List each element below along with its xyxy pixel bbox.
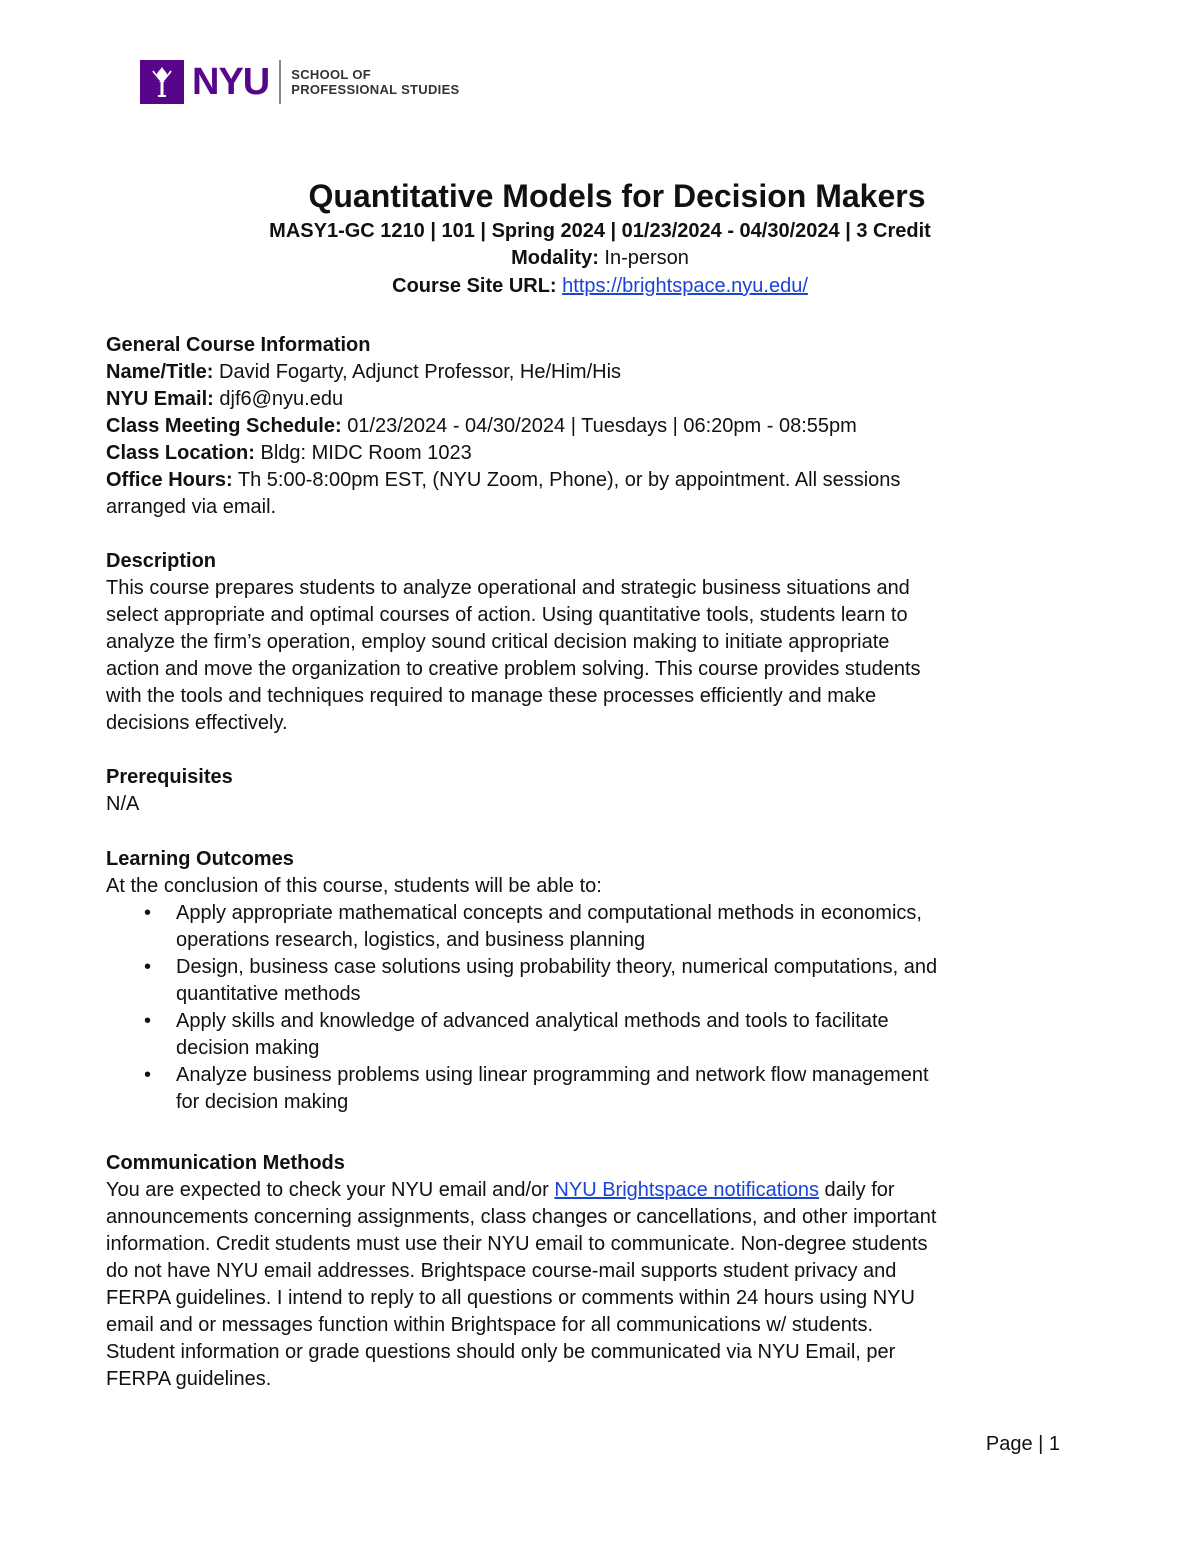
- learning-outcomes-heading: Learning Outcomes: [106, 848, 294, 870]
- office-hours-line: [106, 467, 1096, 494]
- communication-line: FERPA guidelines.: [106, 1368, 272, 1390]
- communication-line: [106, 1177, 1096, 1204]
- logo-school-name: [291, 67, 459, 97]
- location-value: Bldg: MIDC Room 1023: [260, 442, 472, 464]
- email-label: NYU Email:: [106, 388, 214, 410]
- description-line: with the tools and techniques required to manage these processes efficiently and make: [106, 685, 877, 707]
- outcome-line: operations research, logistics, and business planning: [176, 929, 646, 951]
- page-number: Page | 1: [985, 1433, 1060, 1455]
- email-line: [106, 386, 1096, 413]
- schedule-line: [106, 413, 1096, 440]
- course-title: Quantitative Models for Decision Makers: [308, 178, 926, 214]
- location-line: [106, 440, 1096, 467]
- course-site-line: [0, 275, 1200, 298]
- communication-heading: Communication Methods: [106, 1152, 345, 1174]
- location-label: Class Location:: [106, 442, 255, 464]
- learning-outcomes-intro: At the conclusion of this course, students will be able to:: [106, 875, 602, 897]
- logo-school-line2: PROFESSIONAL STUDIES: [291, 82, 460, 97]
- torch-icon: [140, 60, 184, 104]
- name-title-value: David Fogarty, Adjunct Professor, He/Him/His: [219, 361, 622, 383]
- logo-school-line1: SCHOOL OF: [291, 67, 371, 82]
- communication-text: daily for: [818, 1179, 895, 1201]
- outcome-line: • Apply skills and knowledge of advanced analytical methods and tools to facilitate: [176, 1010, 889, 1032]
- communication-line: Student information or grade questions should only be communicated via NYU Email, per: [106, 1341, 896, 1363]
- course-meta-line: MASY1-GC 1210 | 101 | Spring 2024 | 01/23/2024 - 04/30/2024 | 3 Credit: [269, 220, 931, 242]
- office-hours-continuation: arranged via email.: [106, 496, 277, 518]
- description-line: action and move the organization to creative problem solving. This course provides students: [106, 658, 921, 680]
- general-info-section: [106, 332, 1096, 521]
- list-item: [106, 1008, 1096, 1062]
- office-hours-value: Th 5:00-8:00pm EST, (NYU Zoom, Phone), or by appointment. All sessions: [237, 469, 901, 491]
- prerequisites-value: N/A: [106, 793, 140, 815]
- communication-line: announcements concerning assignments, class changes or cancellations, and other important: [106, 1206, 937, 1228]
- learning-outcomes-list: [106, 900, 1096, 1116]
- brightspace-notifications-link[interactable]: NYU Brightspace notifications: [554, 1179, 819, 1201]
- office-hours-label: Office Hours:: [106, 469, 233, 491]
- name-title-label: Name/Title:: [106, 361, 214, 383]
- schedule-value: 01/23/2024 - 04/30/2024 | Tuesdays | 06:20pm - 08:55pm: [347, 415, 857, 437]
- general-info-heading: General Course Information: [106, 334, 371, 356]
- description-line: select appropriate and optimal courses of action. Using quantitative tools, students learn to: [106, 604, 908, 626]
- list-item: [106, 954, 1096, 1008]
- list-item: [106, 1062, 1096, 1116]
- learning-outcomes-section: [106, 846, 1096, 1116]
- schedule-label: Class Meeting Schedule:: [106, 415, 342, 437]
- prerequisites-heading: Prerequisites: [106, 766, 233, 788]
- modality-value: In-person: [604, 247, 689, 269]
- nyu-sps-logo: [140, 60, 460, 104]
- description-line: analyze the firm’s operation, employ sound critical decision making to initiate appropriate: [106, 631, 890, 653]
- description-section: [106, 548, 1096, 737]
- outcome-line: decision making: [176, 1037, 320, 1059]
- outcome-line: • Analyze business problems using linear programming and network flow management: [176, 1064, 929, 1086]
- logo-wordmark: NYU: [192, 61, 270, 103]
- communication-line: do not have NYU email addresses. Brightspace course-mail supports student privacy and: [106, 1260, 897, 1282]
- outcome-line: • Apply appropriate mathematical concepts and computational methods in economics,: [176, 902, 922, 924]
- communication-line: FERPA guidelines. I intend to reply to all questions or comments within 24 hours using NYU: [106, 1287, 915, 1309]
- email-value: djf6@nyu.edu: [219, 388, 344, 410]
- course-site-label: Course Site URL:: [392, 275, 557, 297]
- communication-line: email and or messages function within Brightspace for all communications w/ students.: [106, 1314, 874, 1336]
- outcome-line: quantitative methods: [176, 983, 361, 1005]
- modality-line: [0, 247, 1200, 270]
- communication-section: [106, 1150, 1096, 1393]
- description-line: decisions effectively.: [106, 712, 288, 734]
- prerequisites-section: [106, 764, 1096, 818]
- description-heading: Description: [106, 550, 217, 572]
- communication-text: You are expected to check your NYU email and/or: [106, 1179, 555, 1201]
- list-item: [106, 900, 1096, 954]
- outcome-line: for decision making: [176, 1091, 349, 1113]
- course-site-link[interactable]: https://brightspace.nyu.edu/: [562, 275, 808, 297]
- communication-line: information. Credit students must use their NYU email to communicate. Non-degree students: [106, 1233, 928, 1255]
- modality-label: Modality:: [511, 247, 599, 269]
- outcome-line: • Design, business case solutions using probability theory, numerical computations, and: [176, 956, 938, 978]
- name-title-line: [106, 359, 1096, 386]
- logo-divider: [279, 60, 281, 104]
- description-line: This course prepares students to analyze operational and strategic business situations and: [106, 577, 910, 599]
